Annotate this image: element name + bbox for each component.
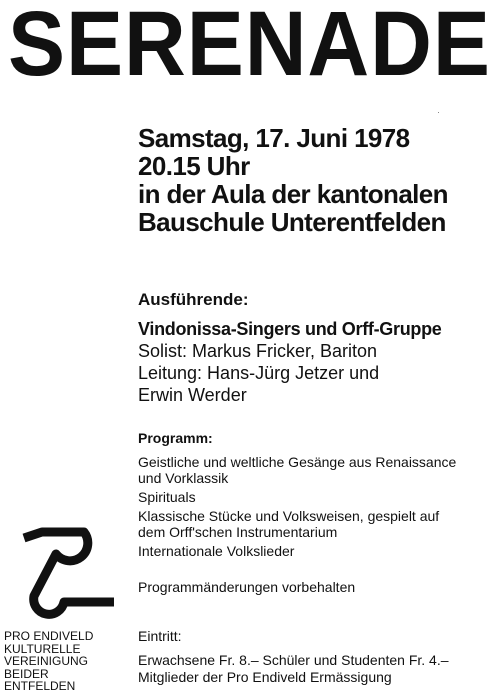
program-item-4: Internationale Volkslieder [138, 543, 295, 559]
organizer-line1: PRO ENDIVELD [4, 629, 94, 643]
program-label: Programm: [138, 430, 213, 446]
performers-lead-line2: Erwin Werder [138, 385, 247, 405]
program-item-1-line1: Geistliche und weltliche Gesänge aus Renaissance [138, 454, 457, 470]
organizer-line4: BEIDER [4, 666, 49, 681]
organizer-line3: VEREINIGUNG [4, 654, 89, 668]
program-section [138, 430, 500, 595]
event-date: Samstag, 17. Juni 1978 [138, 123, 410, 153]
performers-choir: Vindonissa-Singers und Orff-Gruppe [138, 319, 442, 339]
event-time: 20.15 Uhr [138, 151, 250, 181]
event-info [138, 124, 500, 236]
program-item-2: Spirituals [138, 489, 196, 505]
program-item-1 [138, 454, 500, 486]
performers-soloist: Solist: Markus Fricker, Bariton [138, 341, 378, 361]
entry-line-2: Mitglieder der Pro Endiveld Ermässigung [138, 669, 392, 685]
organizer-name [4, 630, 132, 693]
entry-line-1: Erwachsene Fr. 8.– Schüler und Studenten Fr. 4.– [138, 652, 449, 668]
program-note: Programmänderungen vorbehalten [138, 579, 356, 595]
program-item-3 [138, 508, 500, 540]
program-item-3-line2: dem Orff'schen Instrumentarium [138, 524, 338, 540]
organizer-line5: ENTFELDEN [4, 679, 76, 693]
program-item-1-line2: und Vorklassik [138, 470, 229, 486]
performers-section [138, 290, 500, 406]
entry-label: Eintritt: [138, 628, 182, 644]
organizer-line2: KULTURELLE [4, 641, 81, 656]
print-speck [438, 112, 439, 113]
entry-section [138, 628, 500, 686]
performers-label: Ausführende: [138, 290, 249, 309]
poster-title: SERENADE [8, 0, 491, 95]
event-venue-line1: in der Aula der kantonalen [138, 179, 448, 209]
pro-endiveld-logo-icon [20, 510, 116, 620]
performers-lead-line1: Leitung: Hans-Jürg Jetzer und [138, 363, 380, 383]
event-venue-line2: Bauschule Unterentfelden [138, 207, 446, 237]
program-item-3-line1: Klassische Stücke und Volksweisen, gespielt auf [138, 508, 440, 524]
